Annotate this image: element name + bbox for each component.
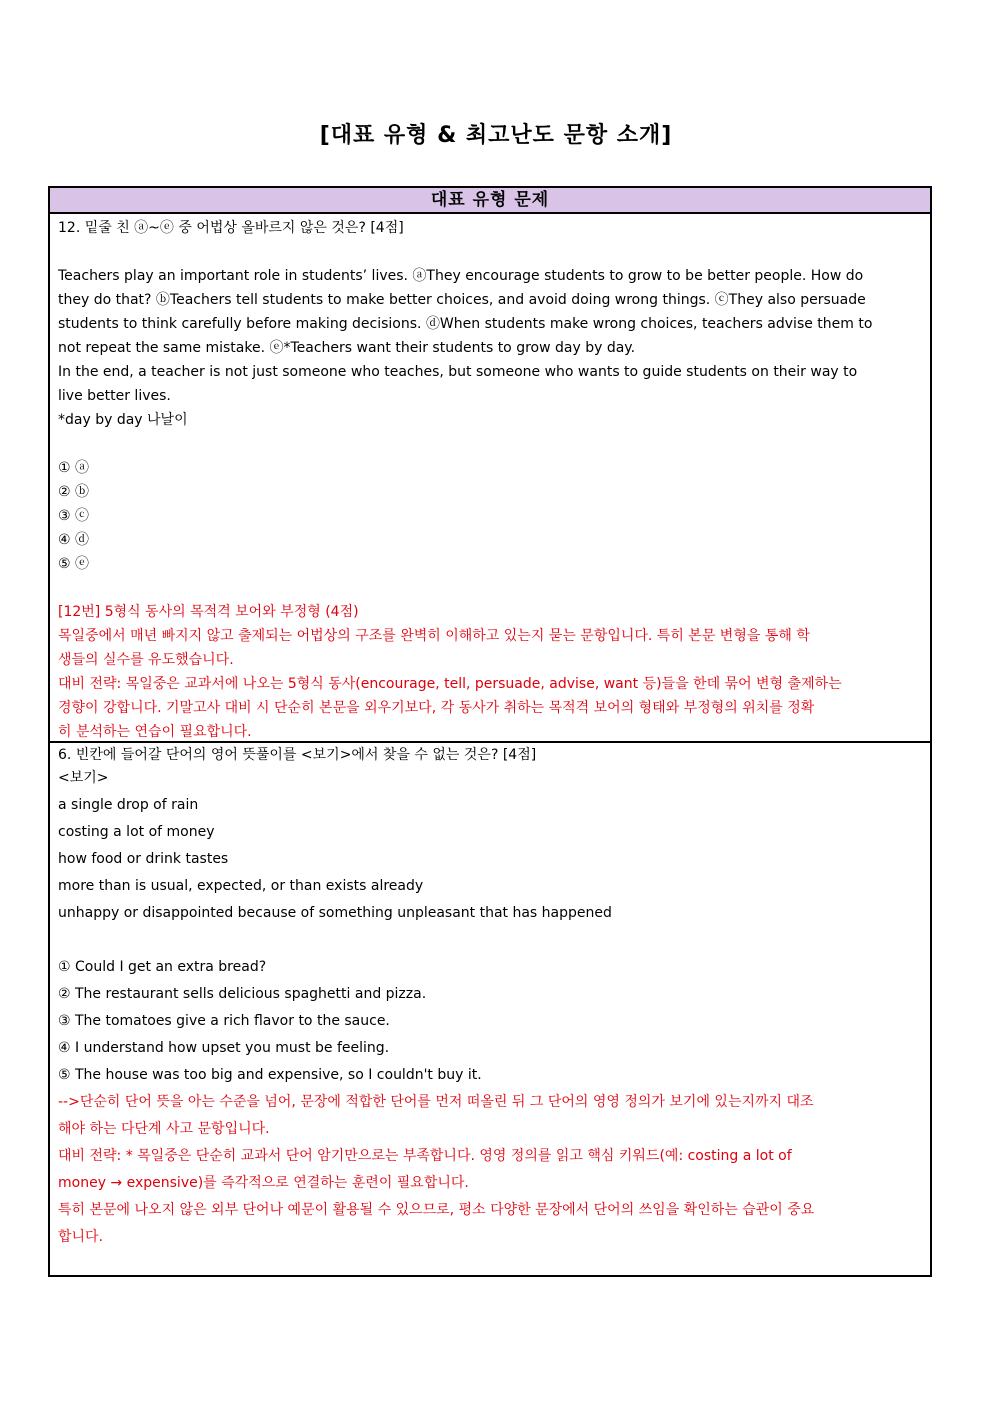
- passage-line: In the end, a teacher is not just someone who teaches, but someone who wants to guide students on their way to: [58, 364, 858, 380]
- bogi-definitions: [58, 792, 922, 927]
- question-6-options: [58, 954, 922, 1089]
- commentary-line: 합니다.: [58, 1229, 104, 1245]
- commentary-line: 목일중에서 매년 빠지지 않고 출제되는 어법상의 구조를 완벽히 이해하고 있는지 묻는 문항입니다. 특히 본문 변형을 통해 학: [58, 628, 810, 644]
- question-6-title: 6. 빈칸에 들어갈 단어의 영어 뜻풀이를 <보기>에서 찾을 수 없는 것은? [4점]: [58, 747, 537, 763]
- question-12-footnote: *day by day 나날이: [58, 412, 188, 428]
- passage-line: not repeat the same mistake. ⓔ*Teachers want their students to grow day by day.: [58, 340, 636, 356]
- passage-line: students to think carefully before making decisions. ⓓWhen students make wrong choices, teachers advise them to: [58, 316, 873, 332]
- option-item: ② ⓑ: [58, 484, 90, 500]
- commentary-line: 해야 하는 다단계 사고 문항입니다.: [58, 1121, 270, 1137]
- question-12-passage: [58, 264, 922, 408]
- commentary-line: 특히 본문에 나오지 않은 외부 단어나 예문이 활용될 수 있으므로, 평소 다양한 문장에서 단어의 쓰임을 확인하는 습관이 중요: [58, 1202, 815, 1218]
- definition-item: a single drop of rain: [58, 797, 199, 813]
- passage-line: they do that? ⓑTeachers tell students to make better choices, and avoid doing wrong things. ⓒThey also persuade: [58, 292, 866, 308]
- box-header: 대표 유형 문제: [50, 188, 930, 214]
- definition-item: more than is usual, expected, or than exists already: [58, 878, 424, 894]
- option-item: ② The restaurant sells delicious spaghetti and pizza.: [58, 986, 427, 1002]
- commentary-line: 경향이 강합니다. 기말고사 대비 시 단순히 본문을 외우기보다, 각 동사가 취하는 목적격 보어의 형태와 부정형의 위치를 정확: [58, 700, 815, 716]
- question-12-options: [58, 456, 922, 576]
- commentary-line: 히 분석하는 연습이 필요합니다.: [58, 724, 252, 740]
- question-6-section: [50, 743, 930, 1275]
- definition-item: costing a lot of money: [58, 824, 215, 840]
- question-12-commentary: [58, 600, 922, 744]
- bogi-label: <보기>: [58, 770, 109, 786]
- page-title: [대표 유형 & 최고난도 문항 소개]: [319, 123, 673, 148]
- question-12-section: [50, 214, 930, 743]
- question-12-title: 12. 밑줄 친 ⓐ~ⓔ 중 어법상 올바르지 않은 것은? [4점]: [58, 220, 404, 236]
- question-box: [48, 186, 932, 1277]
- passage-line: Teachers play an important role in students’ lives. ⓐThey encourage students to grow to be better people. How do: [58, 268, 864, 284]
- option-item: ⑤ ⓔ: [58, 556, 90, 572]
- option-item: ③ The tomatoes give a rich flavor to the sauce.: [58, 1013, 390, 1029]
- commentary-line: -->단순히 단어 뜻을 아는 수준을 넘어, 문장에 적합한 단어를 먼저 떠올린 뒤 그 단어의 영영 정의가 보기에 있는지까지 대조: [58, 1094, 814, 1110]
- definition-item: how food or drink tastes: [58, 851, 229, 867]
- commentary-line: money → expensive)를 즉각적으로 연결하는 훈련이 필요합니다.: [58, 1175, 469, 1191]
- definition-item: unhappy or disappointed because of something unpleasant that has happened: [58, 905, 612, 921]
- commentary-line: 대비 전략: * 목일중은 단순히 교과서 단어 암기만으로는 부족합니다. 영영 정의를 읽고 핵심 키워드(예: costing a lot of: [58, 1148, 792, 1164]
- commentary-line: 생들의 실수를 유도했습니다.: [58, 652, 234, 668]
- option-item: ① Could I get an extra bread?: [58, 959, 267, 975]
- option-item: ① ⓐ: [58, 460, 90, 476]
- commentary-line: [12번] 5형식 동사의 목적격 보어와 부정형 (4점): [58, 604, 359, 620]
- commentary-line: 대비 전략: 목일중은 교과서에 나오는 5형식 동사(encourage, tell, persuade, advise, want 등)들을 한데 묶어 변형 출제하는: [58, 676, 842, 692]
- question-6-commentary: [58, 1089, 922, 1251]
- option-item: ④ I understand how upset you must be feeling.: [58, 1040, 390, 1056]
- passage-line: live better lives.: [58, 388, 171, 404]
- option-item: ④ ⓓ: [58, 532, 90, 548]
- option-item: ⑤ The house was too big and expensive, so I couldn't buy it.: [58, 1067, 482, 1083]
- option-item: ③ ⓒ: [58, 508, 90, 524]
